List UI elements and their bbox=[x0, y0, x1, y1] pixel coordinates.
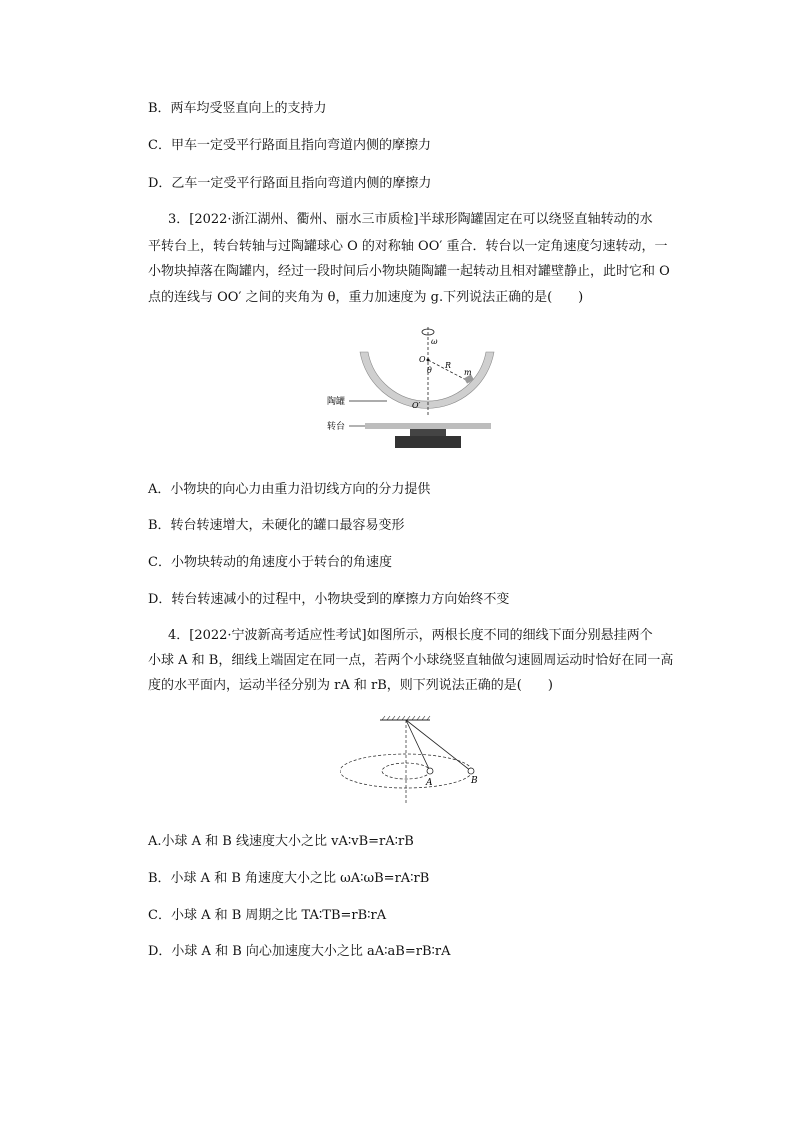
q4-option-c: C．小球 A 和 B 周期之比 TA∶TB=rB∶rA bbox=[148, 908, 387, 923]
q4-stem-line1: 4．[2022·宁波新高考适应性考试]如图所示，两根长度不同的细线下面分别悬挂两个 bbox=[168, 628, 653, 643]
ball-a bbox=[427, 768, 433, 774]
turntable-top bbox=[365, 423, 491, 429]
q4-option-b: B．小球 A 和 B 角速度大小之比 ωA∶ωB=rA∶rB bbox=[148, 871, 430, 886]
label-m: m bbox=[464, 368, 472, 377]
label-table: 转台 bbox=[327, 422, 346, 432]
label-jar: 陶罐 bbox=[327, 397, 346, 407]
label-R: R bbox=[445, 361, 452, 370]
turntable-neck bbox=[410, 429, 446, 436]
center-dot bbox=[427, 359, 430, 362]
label-O: O bbox=[419, 355, 426, 364]
turntable-base bbox=[395, 436, 461, 448]
q3-stem-line1: 3．[2022·浙江湖州、衢州、丽水三市质检]半球形陶罐固定在可以绕竖直轴转动的水 bbox=[168, 212, 653, 227]
q3-option-c: C．小物块转动的角速度小于转台的角速度 bbox=[148, 555, 392, 570]
q4-stem-line2: 小球 A 和 B，细线上端固定在同一点，若两个小球绕竖直轴做匀速圆周运动时恰好在同一高 bbox=[148, 653, 674, 668]
label-ball-a: A bbox=[426, 778, 433, 788]
q3-option-d: D．转台转速减小的过程中，小物块受到的摩擦力方向始终不变 bbox=[148, 592, 510, 607]
q3-stem-line4: 点的连线与 OO′ 之间的夹角为 θ，重力加速度为 g.下列说法正确的是( ) bbox=[148, 290, 584, 305]
q4-pendulum-figure bbox=[340, 712, 500, 804]
q2-option-c: C．甲车一定受平行路面且指向弯道内侧的摩擦力 bbox=[148, 138, 431, 153]
q3-option-a: A．小物块的向心力由重力沿切线方向的分力提供 bbox=[148, 482, 431, 497]
q3-bowl-figure bbox=[325, 322, 495, 457]
label-theta: θ bbox=[427, 366, 432, 375]
ceiling-hatch bbox=[382, 716, 430, 720]
q4-option-a: A.小球 A 和 B 线速度大小之比 vA∶vB=rA∶rB bbox=[148, 834, 414, 849]
q3-option-b: B．转台转速增大，未硬化的罐口最容易变形 bbox=[148, 518, 405, 533]
q2-option-d: D．乙车一定受平行路面且指向弯道内侧的摩擦力 bbox=[148, 176, 432, 191]
q3-stem-line2: 平转台上，转台转轴与过陶罐球心 O 的对称轴 OO′ 重合．转台以一定角速度匀速转动，一 bbox=[148, 239, 668, 254]
q4-option-d: D．小球 A 和 B 向心加速度大小之比 aA∶aB=rB∶rA bbox=[148, 944, 451, 959]
string-a bbox=[406, 720, 430, 771]
q4-stem-line3: 度的水平面内，运动半径分别为 rA 和 rB，则下列说法正确的是( ) bbox=[148, 678, 553, 693]
ball-b bbox=[468, 768, 474, 774]
label-ball-b: B bbox=[471, 776, 478, 786]
string-b bbox=[406, 720, 471, 771]
q2-option-b: B．两车均受竖直向上的支持力 bbox=[148, 101, 327, 116]
label-omega: ω bbox=[431, 337, 438, 346]
q3-stem-line3: 小物块掉落在陶罐内，经过一段时间后小物块随陶罐一起转动且相对罐壁静止，此时它和 O bbox=[148, 264, 670, 279]
label-Oprime: O′ bbox=[412, 401, 421, 410]
